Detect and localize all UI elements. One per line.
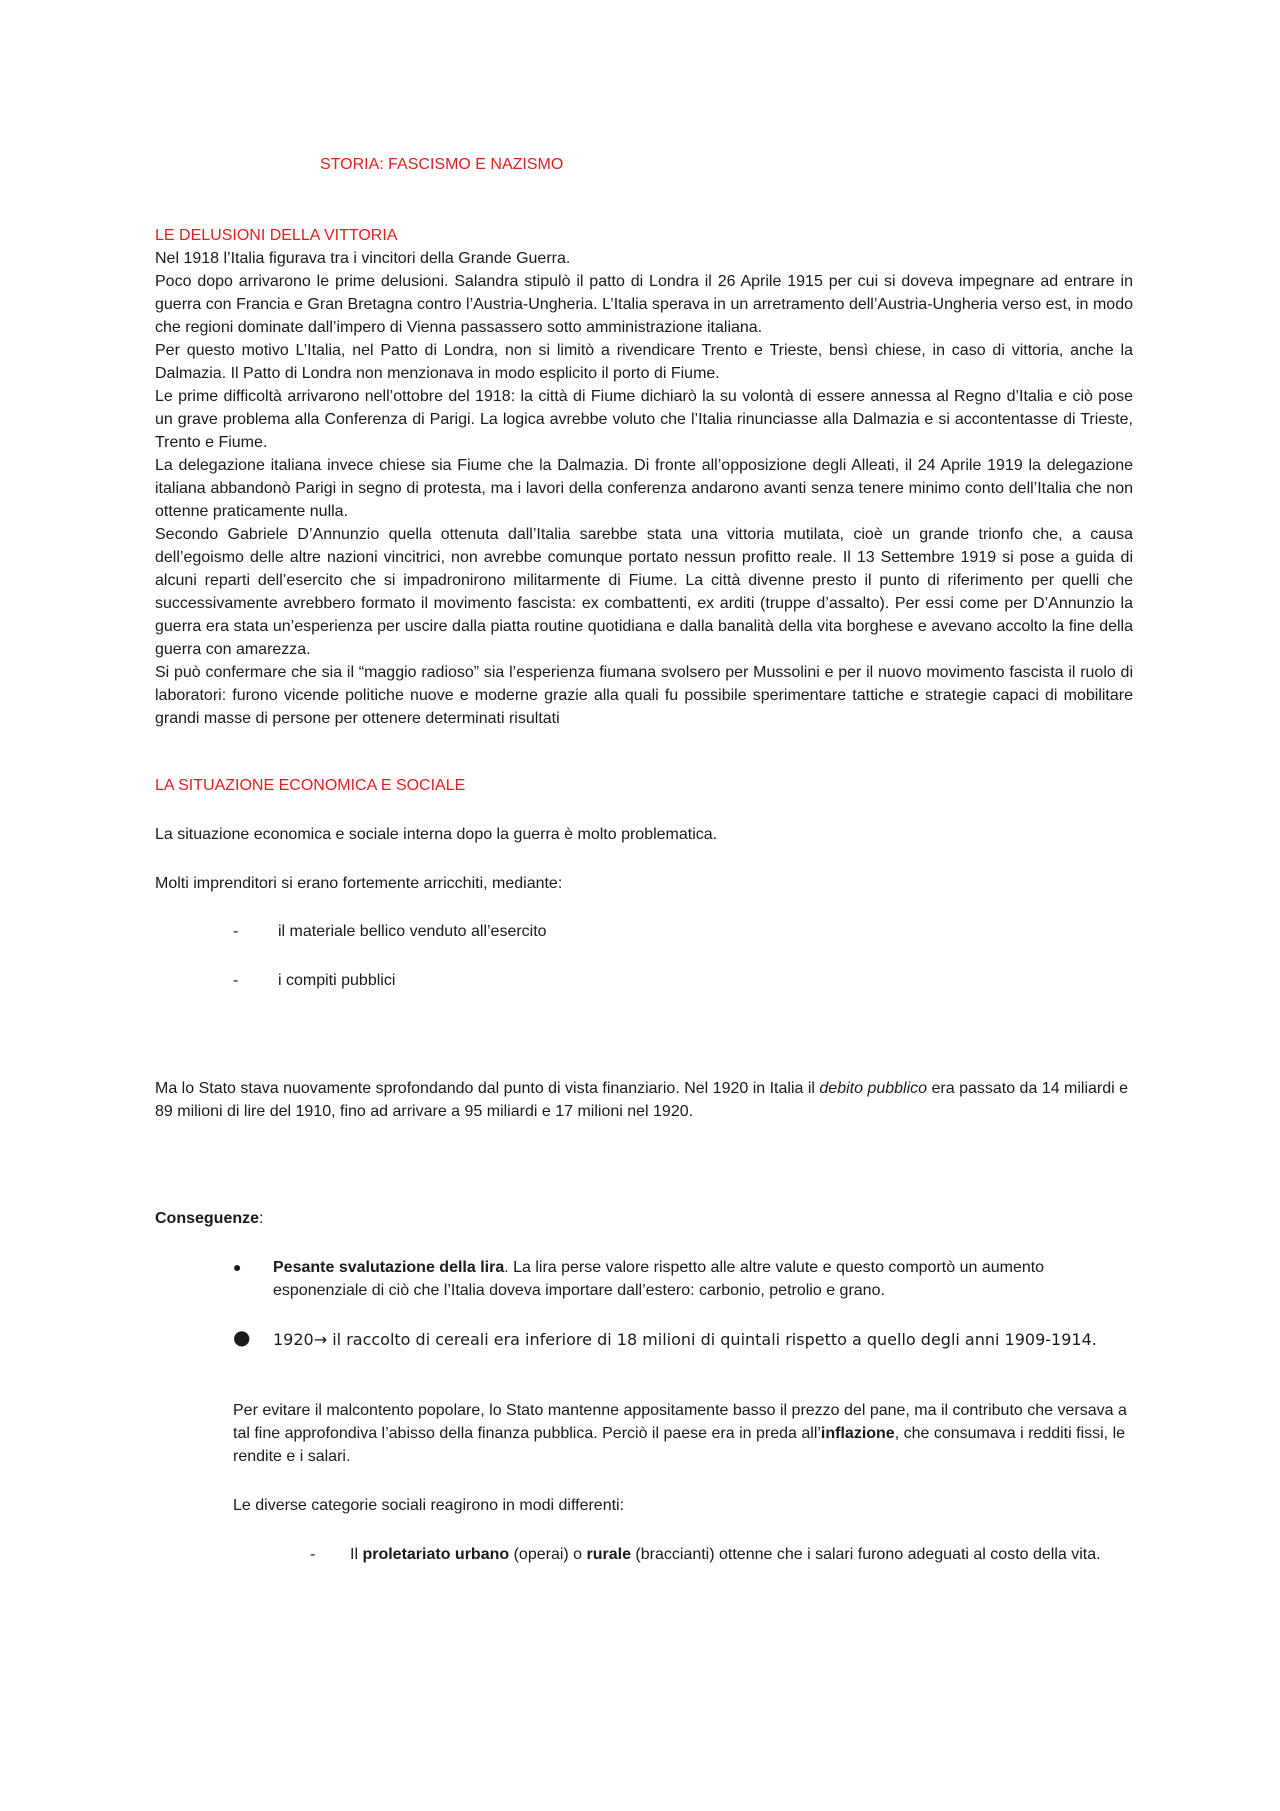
paragraph: La delegazione italiana invece chiese sia Fiume che la Dalmazia. Di fronte all’opposizione degli Alleati, il 24 Aprile 1919 la delegazione italiana abbandonò Parigi in segno di protesta, ma i lavori della conferenza andarono avanti senza tenere minimo conto dell’Italia che non ottenne praticamente nulla.	[155, 457, 1133, 520]
list-item	[310, 1543, 1133, 1566]
consequences-label	[155, 1207, 263, 1230]
text-run: Ma lo Stato stava nuovamente sprofondando dal punto di vista finanziario. Nel 1920 in Italia il	[155, 1080, 820, 1097]
paragraph-categories: Le diverse categorie sociali reagirono in modi differenti:	[233, 1497, 625, 1514]
bold-term: inflazione	[820, 1425, 895, 1442]
list-item-text	[310, 1543, 1133, 1566]
paragraph: Si può confermare che sia il “maggio radioso” sia l’esperienza fiumana svolsero per Mussolini e per il nuovo movimento fascista il ruolo di laboratori: furono vicende politiche nuove e moderne grazie alla quali fu possibile sperimentare tattiche e strategie capaci di mobilitare grandi masse di persone per ottenere determinati risultati	[155, 664, 1133, 727]
section-delusioni	[155, 224, 1133, 730]
bullet-text	[233, 1256, 1133, 1302]
paragraph: Nel 1918 l’Italia figurava tra i vincitori della Grande Guerra.	[155, 250, 571, 267]
text-run: Per evitare il malcontento popolare, lo Stato mantenne appositamente basso il prezzo del pane, ma il contributo che versava a tal fine approfondiva l’abisso della finanza pubblica. Perciò il paese era in preda all’	[233, 1402, 1127, 1442]
text-run: (braccianti) ottenne che i salari furono adeguati al costo della vita.	[630, 1546, 1101, 1563]
dash-marker: -	[310, 1546, 316, 1563]
paragraph-debt	[155, 1077, 1133, 1123]
paragraph: Per questo motivo L’Italia, nel Patto di Londra, non si limitò a rivendicare Trento e Trieste, bensì chiese, in caso di vittoria, anche la Dalmazia. Il Patto di Londra non menzionava in modo esplicito il porto di Fiume.	[155, 342, 1133, 382]
list-item-text: i compiti pubblici	[278, 972, 396, 989]
bold-label: Conseguenze	[155, 1210, 260, 1227]
text-run: , che consumava i redditi fissi, le rendite e i salari.	[233, 1425, 1126, 1465]
dash-marker: -	[233, 972, 239, 989]
bullet-item	[233, 1327, 1133, 1352]
text-run: Il	[350, 1546, 363, 1563]
bold-term: proletariato urbano	[362, 1546, 510, 1563]
colon: :	[259, 1210, 264, 1227]
paragraph: Secondo Gabriele D’Annunzio quella ottenuta dall’Italia sarebbe stata una vittoria mutilata, cioè un grande trionfo che, a causa dell’egoismo delle altre nazioni vincitrici, non avrebbe comunque portato nessun profitto reale. Il 13 Settembre 1919 si pose a guida di alcuni reparti dell’esercito che si impadronirono militarmente di Fiume. La città divenne presto il punto di riferimento per quelli che successivamente avrebbero formato il movimento fascista: ex combattenti, ex arditi (truppe d’assalto). Per essi come per D’Annunzio la guerra era stata un’esperienza per uscire dalla piatta routine quotidiana e dalla banalità della vita borghese e avevano accolto la fine della guerra con amarezza.	[155, 526, 1133, 658]
bullet-icon: ●	[233, 1325, 251, 1349]
list-item	[233, 920, 547, 943]
bullet-item	[233, 1256, 1133, 1302]
bullet-text: 1920→ il raccolto di cereali era inferiore di 18 milioni di quintali rispetto a quello degli anni 1909-1914.	[273, 1330, 1097, 1349]
bold-term: rurale	[586, 1546, 631, 1563]
text-run: . La lira perse valore rispetto alle altre valute e questo comportò un aumento esponenziale di ciò che l’Italia doveva importare dall’estero: carbonio, petrolio e grano.	[273, 1259, 1045, 1299]
text-run: era passato da 14 miliardi e 89 milioni di lire del 1910, fino ad arrivare a 95 miliardi e 17 milioni nel 1920.	[155, 1080, 1129, 1120]
paragraph: Le prime difficoltà arrivarono nell’ottobre del 1918: la città di Fiume dichiarò la su volontà di essere annessa al Regno d’Italia e ciò pose un grave problema alla Conferenza di Parigi. La logica avrebbe voluto che l’Italia rinunciasse alla Dalmazia e si accontentasse di Trieste, Trento e Fiume.	[155, 388, 1133, 451]
dash-marker: -	[233, 923, 239, 940]
document-title: STORIA: FASCISMO E NAZISMO	[320, 156, 564, 173]
bullet-icon: ●	[233, 1259, 242, 1275]
paragraph-bread	[233, 1399, 1133, 1468]
paragraph-intro: La situazione economica e sociale interna dopo la guerra è molto problematica.	[155, 826, 718, 843]
paragraph: Poco dopo arrivarono le prime delusioni. Salandra stipulò il patto di Londra il 26 Aprile 1915 per cui si doveva impegnare ad entrare in guerra con Francia e Gran Bretagna contro l’Austria-Ungheria. L’Italia sperava in un arretramento dell’Austria-Ungheria verso est, in modo che regioni dominate dall’impero di Vienna passassero sotto amministrazione italiana.	[155, 273, 1133, 336]
section-heading-delusioni: LE DELUSIONI DELLA VITTORIA	[155, 227, 398, 244]
bold-term: Pesante svalutazione della lira	[273, 1259, 505, 1276]
paragraph-enriched: Molti imprenditori si erano fortemente arricchiti, mediante:	[155, 875, 563, 892]
italic-term: debito pubblico	[819, 1080, 928, 1097]
text-run: (operai) o	[509, 1546, 587, 1563]
list-item-text: il materiale bellico venduto all’esercito	[278, 923, 547, 940]
section-heading-situazione: LA SITUAZIONE ECONOMICA E SOCIALE	[155, 777, 466, 794]
list-item	[233, 969, 395, 992]
